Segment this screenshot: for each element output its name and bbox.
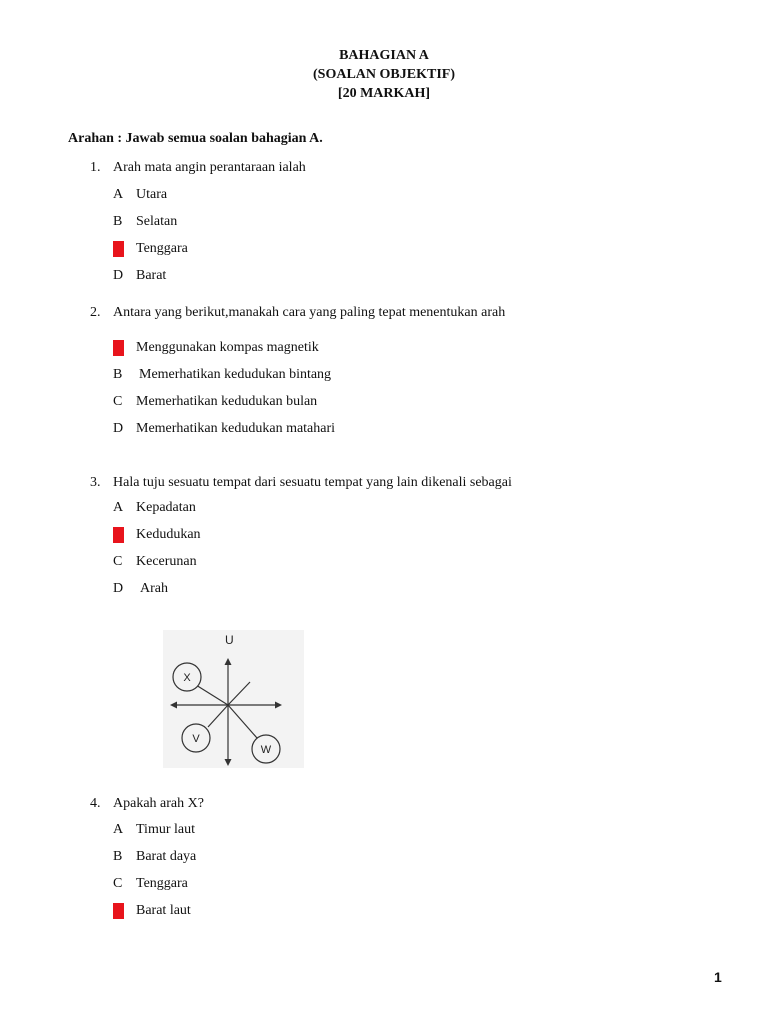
instruction-text: Arahan : Jawab semua soalan bahagian A.	[68, 131, 323, 146]
question-number: 1.	[90, 160, 101, 175]
option-text[interactable]: Barat	[136, 268, 167, 283]
line-southeast	[228, 705, 257, 738]
section-title: BAHAGIAN A	[339, 48, 429, 63]
option-text[interactable]: Memerhatikan kedudukan bulan	[136, 394, 318, 409]
option-letter-marked[interactable]: B	[113, 527, 123, 542]
section-header	[0, 46, 768, 103]
option-text[interactable]: Kepadatan	[136, 500, 196, 515]
option-text[interactable]: Selatan	[136, 214, 178, 229]
option-text[interactable]: Utara	[136, 187, 168, 202]
circle-w-label: W	[260, 744, 272, 756]
question-number: 2.	[90, 305, 101, 320]
option-text[interactable]: Memerhatikan kedudukan matahari	[136, 421, 336, 436]
line-southwest	[208, 705, 228, 727]
option-letter[interactable]: C	[113, 394, 123, 409]
option-letter-marked[interactable]: C	[113, 241, 123, 256]
option-letter[interactable]: B	[113, 849, 123, 864]
option-text[interactable]: Kecerunan	[136, 554, 197, 569]
direction-diagram	[163, 630, 304, 768]
line-northeast	[228, 682, 250, 705]
north-label: U	[225, 633, 234, 647]
question-text: Antara yang berikut,manakah cara yang paling tepat menentukan arah	[113, 305, 506, 320]
option-letter[interactable]: A	[113, 500, 124, 515]
option-letter-marked[interactable]: A	[113, 340, 124, 355]
section-type: (SOALAN OBJEKTIF)	[313, 67, 455, 82]
option-text[interactable]: Kedudukan	[136, 527, 201, 542]
option-letter[interactable]: B	[113, 214, 123, 229]
question-text: Arah mata angin perantaraan ialah	[113, 160, 306, 175]
circle-x-label: X	[183, 672, 191, 684]
option-text[interactable]: Memerhatikan kedudukan bintang	[139, 367, 332, 382]
option-letter[interactable]: D	[113, 581, 124, 596]
question-text: Hala tuju sesuatu tempat dari sesuatu tempat yang lain dikenali sebagai	[113, 475, 512, 490]
option-letter[interactable]: C	[113, 554, 123, 569]
line-northwest	[196, 685, 228, 705]
option-text[interactable]: Arah	[140, 581, 168, 596]
option-text[interactable]: Timur laut	[136, 822, 195, 837]
circle-v-label: V	[192, 733, 200, 745]
section-marks: [20 MARKAH]	[337, 86, 431, 101]
option-text[interactable]: Menggunakan kompas magnetik	[136, 340, 319, 355]
question-number: 3.	[90, 475, 101, 490]
option-letter[interactable]: D	[113, 268, 124, 283]
option-letter[interactable]: A	[113, 187, 124, 202]
option-letter[interactable]: A	[113, 822, 124, 837]
option-text[interactable]: Tenggara	[136, 876, 188, 891]
option-letter[interactable]: C	[113, 876, 123, 891]
option-letter[interactable]: D	[113, 421, 124, 436]
question-number: 4.	[90, 796, 101, 811]
compass-diagram	[163, 630, 304, 768]
option-letter[interactable]: B	[113, 367, 123, 382]
option-text[interactable]: Tenggara	[136, 241, 188, 256]
option-letter-marked[interactable]: D	[113, 903, 124, 918]
question-text: Apakah arah X?	[113, 796, 204, 811]
option-text[interactable]: Barat laut	[136, 903, 191, 918]
page-number: 1	[714, 969, 722, 985]
option-text[interactable]: Barat daya	[136, 849, 197, 864]
